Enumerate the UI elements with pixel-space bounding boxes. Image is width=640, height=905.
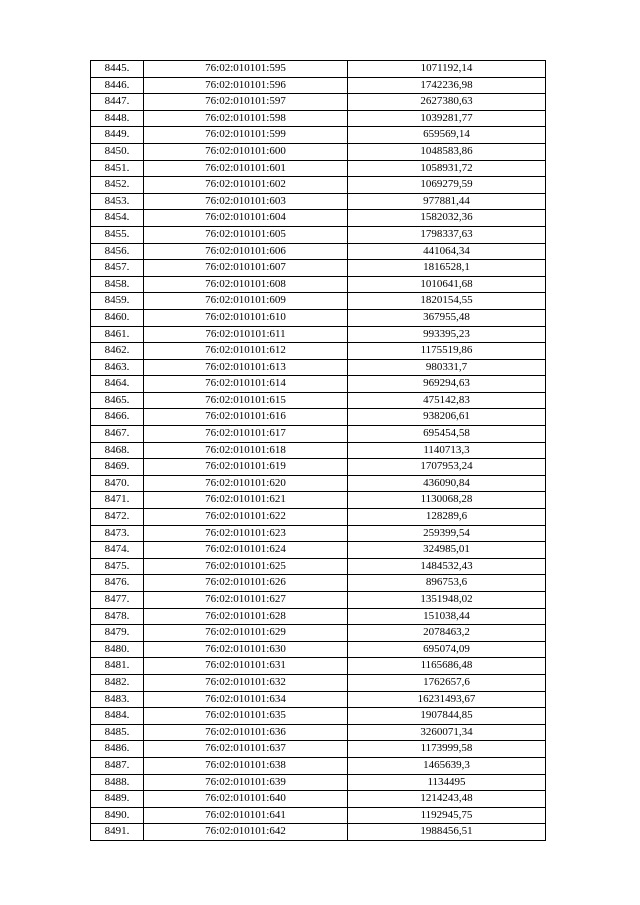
cadastral-number-cell: 76:02:010101:608 (144, 276, 348, 293)
cadastral-number-cell: 76:02:010101:623 (144, 525, 348, 542)
cadastral-value-cell: 1010641,68 (348, 276, 546, 293)
cadastral-value-cell: 3260071,34 (348, 724, 546, 741)
cadastral-number-cell: 76:02:010101:641 (144, 807, 348, 824)
cadastral-number-cell: 76:02:010101:599 (144, 127, 348, 144)
table-row (91, 558, 546, 575)
cadastral-number-cell: 76:02:010101:622 (144, 509, 348, 526)
table-row (91, 475, 546, 492)
row-number-cell: 8487. (91, 757, 144, 774)
row-number-cell: 8466. (91, 409, 144, 426)
row-number-cell: 8483. (91, 691, 144, 708)
row-number-cell: 8459. (91, 293, 144, 310)
row-number-cell: 8475. (91, 558, 144, 575)
cadastral-number-cell: 76:02:010101:601 (144, 160, 348, 177)
cadastral-value-cell: 1069279,59 (348, 177, 546, 194)
cadastral-number-cell: 76:02:010101:605 (144, 226, 348, 243)
cadastral-number-cell: 76:02:010101:631 (144, 658, 348, 675)
cadastral-number-cell: 76:02:010101:624 (144, 542, 348, 559)
cadastral-number-cell: 76:02:010101:604 (144, 210, 348, 227)
cadastral-value-cell: 1048583,86 (348, 143, 546, 160)
table-row (91, 459, 546, 476)
cadastral-number-cell: 76:02:010101:611 (144, 326, 348, 343)
cadastral-number-cell: 76:02:010101:610 (144, 309, 348, 326)
cadastral-value-cell: 475142,83 (348, 392, 546, 409)
cadastral-value-cell: 695454,58 (348, 426, 546, 443)
table-row (91, 343, 546, 360)
cadastral-number-cell: 76:02:010101:613 (144, 359, 348, 376)
row-number-cell: 8481. (91, 658, 144, 675)
row-number-cell: 8447. (91, 94, 144, 111)
cadastral-value-cell: 1484532,43 (348, 558, 546, 575)
cadastral-number-cell: 76:02:010101:598 (144, 110, 348, 127)
cadastral-number-cell: 76:02:010101:636 (144, 724, 348, 741)
row-number-cell: 8476. (91, 575, 144, 592)
table-row (91, 392, 546, 409)
cadastral-number-cell: 76:02:010101:637 (144, 741, 348, 758)
cadastral-number-cell: 76:02:010101:617 (144, 426, 348, 443)
cadastral-number-cell: 76:02:010101:595 (144, 61, 348, 78)
cadastral-number-cell: 76:02:010101:612 (144, 343, 348, 360)
row-number-cell: 8468. (91, 442, 144, 459)
row-number-cell: 8477. (91, 592, 144, 609)
cadastral-number-cell: 76:02:010101:602 (144, 177, 348, 194)
table-row (91, 143, 546, 160)
row-number-cell: 8464. (91, 376, 144, 393)
table-row (91, 243, 546, 260)
table-row (91, 575, 546, 592)
row-number-cell: 8454. (91, 210, 144, 227)
row-number-cell: 8472. (91, 509, 144, 526)
row-number-cell: 8457. (91, 260, 144, 277)
cadastral-value-cell: 1192945,75 (348, 807, 546, 824)
cadastral-number-cell: 76:02:010101:614 (144, 376, 348, 393)
row-number-cell: 8489. (91, 791, 144, 808)
cadastral-value-cell: 324985,01 (348, 542, 546, 559)
cadastral-value-cell: 1582032,36 (348, 210, 546, 227)
table-row (91, 426, 546, 443)
cadastral-number-cell: 76:02:010101:626 (144, 575, 348, 592)
table-row (91, 127, 546, 144)
table-row (91, 309, 546, 326)
row-number-cell: 8470. (91, 475, 144, 492)
cadastral-value-cell: 1173999,58 (348, 741, 546, 758)
cadastral-value-cell: 441064,34 (348, 243, 546, 260)
cadastral-value-cell: 969294,63 (348, 376, 546, 393)
row-number-cell: 8450. (91, 143, 144, 160)
row-number-cell: 8467. (91, 426, 144, 443)
table-row (91, 824, 546, 841)
cadastral-number-cell: 76:02:010101:607 (144, 260, 348, 277)
cadastral-number-cell: 76:02:010101:627 (144, 592, 348, 609)
row-number-cell: 8452. (91, 177, 144, 194)
row-number-cell: 8465. (91, 392, 144, 409)
cadastral-value-cell: 1351948,02 (348, 592, 546, 609)
table-row (91, 608, 546, 625)
row-number-cell: 8478. (91, 608, 144, 625)
row-number-cell: 8474. (91, 542, 144, 559)
cadastral-number-cell: 76:02:010101:629 (144, 625, 348, 642)
row-number-cell: 8488. (91, 774, 144, 791)
cadastral-number-cell: 76:02:010101:618 (144, 442, 348, 459)
table-row (91, 509, 546, 526)
cadastral-number-cell: 76:02:010101:632 (144, 674, 348, 691)
cadastral-number-cell: 76:02:010101:635 (144, 708, 348, 725)
table-row (91, 658, 546, 675)
row-number-cell: 8463. (91, 359, 144, 376)
cadastral-value-cell: 993395,23 (348, 326, 546, 343)
table-row (91, 94, 546, 111)
row-number-cell: 8471. (91, 492, 144, 509)
row-number-cell: 8456. (91, 243, 144, 260)
cadastral-value-cell: 1214243,48 (348, 791, 546, 808)
row-number-cell: 8473. (91, 525, 144, 542)
cadastral-value-cell: 2078463,2 (348, 625, 546, 642)
cadastral-value-cell: 1762657,6 (348, 674, 546, 691)
row-number-cell: 8461. (91, 326, 144, 343)
row-number-cell: 8448. (91, 110, 144, 127)
cadastral-value-cell: 1175519,86 (348, 343, 546, 360)
cadastral-value-cell: 259399,54 (348, 525, 546, 542)
row-number-cell: 8469. (91, 459, 144, 476)
cadastral-number-cell: 76:02:010101:620 (144, 475, 348, 492)
table-row (91, 625, 546, 642)
table-row (91, 77, 546, 94)
cadastral-value-cell: 1816528,1 (348, 260, 546, 277)
cadastral-value-cell: 2627380,63 (348, 94, 546, 111)
cadastral-value-cell: 1039281,77 (348, 110, 546, 127)
row-number-cell: 8480. (91, 641, 144, 658)
row-number-cell: 8446. (91, 77, 144, 94)
table-row (91, 774, 546, 791)
cadastral-number-cell: 76:02:010101:603 (144, 193, 348, 210)
cadastral-value-cell: 1071192,14 (348, 61, 546, 78)
table-row (91, 791, 546, 808)
cadastral-number-cell: 76:02:010101:596 (144, 77, 348, 94)
row-number-cell: 8482. (91, 674, 144, 691)
table-row (91, 807, 546, 824)
row-number-cell: 8490. (91, 807, 144, 824)
table-row (91, 293, 546, 310)
cadastral-value-cell: 977881,44 (348, 193, 546, 210)
table-row (91, 724, 546, 741)
cadastral-value-cell: 1707953,24 (348, 459, 546, 476)
table-row (91, 592, 546, 609)
row-number-cell: 8485. (91, 724, 144, 741)
row-number-cell: 8460. (91, 309, 144, 326)
cadastral-value-cell: 1130068,28 (348, 492, 546, 509)
table-row (91, 674, 546, 691)
table-row (91, 110, 546, 127)
table-row (91, 326, 546, 343)
table-row (91, 260, 546, 277)
table-row (91, 757, 546, 774)
table-row (91, 741, 546, 758)
row-number-cell: 8486. (91, 741, 144, 758)
cadastral-number-cell: 76:02:010101:609 (144, 293, 348, 310)
cadastral-value-cell: 1140713,3 (348, 442, 546, 459)
cadastral-value-cell: 1988456,51 (348, 824, 546, 841)
row-number-cell: 8453. (91, 193, 144, 210)
cadastral-value-cell: 1134495 (348, 774, 546, 791)
cadastral-value-cell: 1742236,98 (348, 77, 546, 94)
cadastral-value-cell: 1798337,63 (348, 226, 546, 243)
cadastral-number-cell: 76:02:010101:600 (144, 143, 348, 160)
cadastral-value-cell: 151038,44 (348, 608, 546, 625)
cadastral-value-cell: 980331,7 (348, 359, 546, 376)
cadastral-value-cell: 1165686,48 (348, 658, 546, 675)
table-row (91, 409, 546, 426)
table-row (91, 691, 546, 708)
row-number-cell: 8445. (91, 61, 144, 78)
cadastral-number-cell: 76:02:010101:606 (144, 243, 348, 260)
cadastral-number-cell: 76:02:010101:638 (144, 757, 348, 774)
cadastral-number-cell: 76:02:010101:616 (144, 409, 348, 426)
cadastral-value-cell: 1907844,85 (348, 708, 546, 725)
cadastral-value-cell: 1820154,55 (348, 293, 546, 310)
row-number-cell: 8479. (91, 625, 144, 642)
cadastral-number-cell: 76:02:010101:597 (144, 94, 348, 111)
table-row (91, 525, 546, 542)
row-number-cell: 8491. (91, 824, 144, 841)
cadastral-number-cell: 76:02:010101:625 (144, 558, 348, 575)
cadastral-value-cell: 128289,6 (348, 509, 546, 526)
row-number-cell: 8462. (91, 343, 144, 360)
cadastral-number-cell: 76:02:010101:630 (144, 641, 348, 658)
cadastral-number-cell: 76:02:010101:621 (144, 492, 348, 509)
table-row (91, 177, 546, 194)
cadastral-value-cell: 16231493,67 (348, 691, 546, 708)
table-row (91, 641, 546, 658)
cadastral-value-table (90, 60, 546, 841)
cadastral-value-cell: 896753,6 (348, 575, 546, 592)
table-body (91, 61, 546, 841)
cadastral-number-cell: 76:02:010101:639 (144, 774, 348, 791)
table-row (91, 442, 546, 459)
cadastral-value-cell: 938206,61 (348, 409, 546, 426)
table-row (91, 276, 546, 293)
cadastral-number-cell: 76:02:010101:628 (144, 608, 348, 625)
table-row (91, 492, 546, 509)
table-row (91, 226, 546, 243)
row-number-cell: 8451. (91, 160, 144, 177)
cadastral-number-cell: 76:02:010101:640 (144, 791, 348, 808)
table-row (91, 542, 546, 559)
cadastral-value-cell: 695074,09 (348, 641, 546, 658)
table-row (91, 160, 546, 177)
cadastral-number-cell: 76:02:010101:619 (144, 459, 348, 476)
row-number-cell: 8484. (91, 708, 144, 725)
cadastral-value-cell: 1058931,72 (348, 160, 546, 177)
row-number-cell: 8458. (91, 276, 144, 293)
cadastral-number-cell: 76:02:010101:615 (144, 392, 348, 409)
cadastral-number-cell: 76:02:010101:634 (144, 691, 348, 708)
cadastral-value-cell: 436090,84 (348, 475, 546, 492)
table-row (91, 359, 546, 376)
row-number-cell: 8455. (91, 226, 144, 243)
table-row (91, 61, 546, 78)
cadastral-value-cell: 1465639,3 (348, 757, 546, 774)
row-number-cell: 8449. (91, 127, 144, 144)
table-row (91, 708, 546, 725)
cadastral-value-cell: 659569,14 (348, 127, 546, 144)
cadastral-number-cell: 76:02:010101:642 (144, 824, 348, 841)
table-row (91, 376, 546, 393)
table-row (91, 210, 546, 227)
cadastral-value-cell: 367955,48 (348, 309, 546, 326)
table-row (91, 193, 546, 210)
